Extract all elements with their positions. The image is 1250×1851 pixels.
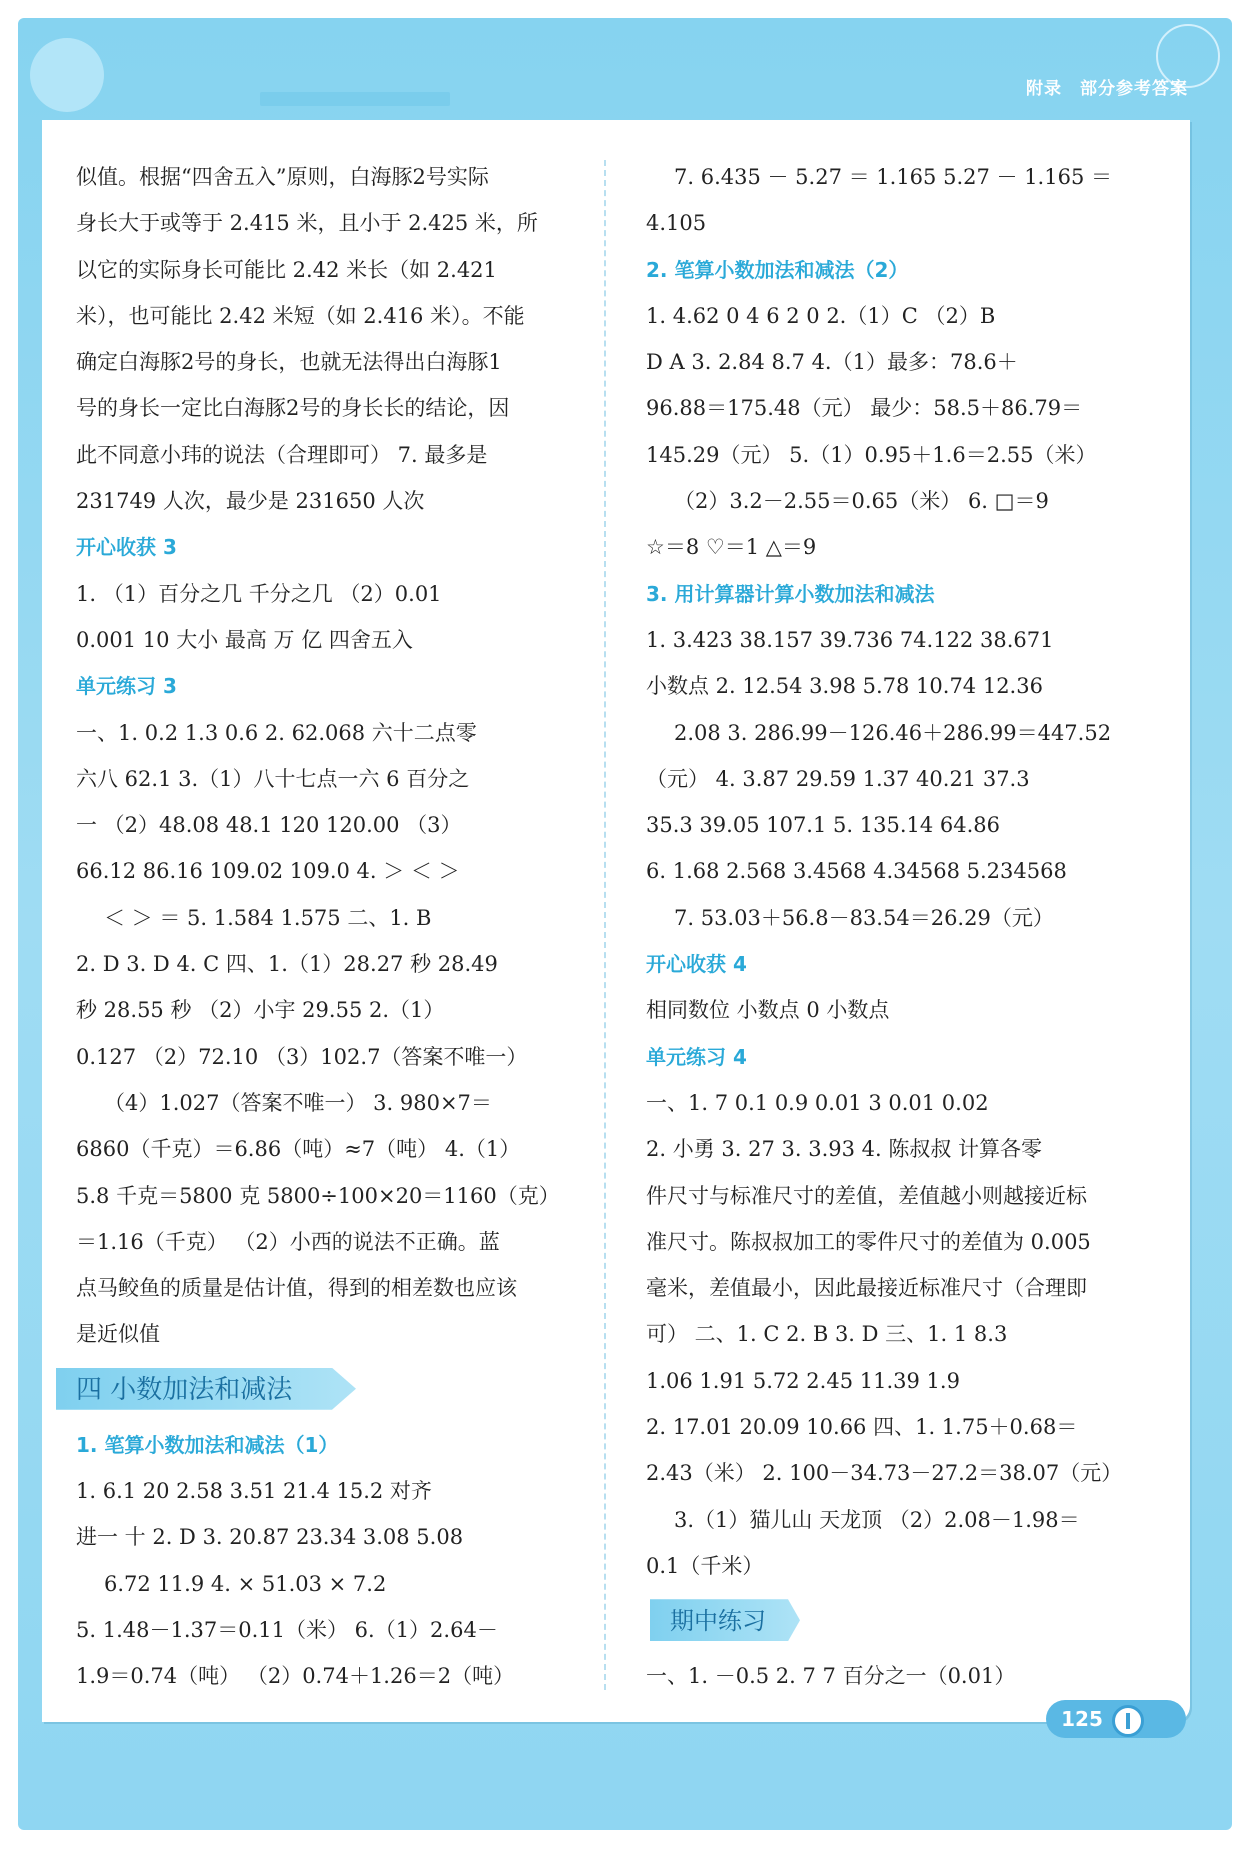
text-line: （4）1.027（答案不唯一） 3. 980×7＝ [104, 1090, 492, 1115]
chapter-title: 四 小数加法和减法 [76, 1374, 293, 1405]
text-line: 1. （1）百分之几 千分之几 （2）0.01 [76, 581, 442, 606]
text-line: （元） 4. 3.87 29.59 1.37 40.21 37.3 [646, 766, 1030, 791]
text-line: 4.105 [646, 211, 707, 236]
running-header [1026, 74, 1188, 99]
section-heading: 单元练习 4 [646, 1044, 747, 1069]
text-line: 准尺寸。陈叔叔加工的零件尺寸的差值为 0.005 [646, 1229, 1091, 1254]
text-line: 进一 十 2. D 3. 20.87 23.34 3.08 5.08 [76, 1525, 464, 1550]
text-line: 一、1. 0.2 1.3 0.6 2. 62.068 六十二点零 [76, 720, 477, 745]
text-line: D A 3. 2.84 8.7 4.（1）最多：78.6＋ [646, 350, 1018, 375]
text-line: 6860（千克）＝6.86（吨）≈7（吨） 4.（1） [76, 1137, 521, 1162]
text-line: 米），也可能比 2.42 米短（如 2.416 米）。不能 [76, 303, 525, 328]
text-line: 5.8 千克＝5800 克 5800÷100×20＝1160（克） [76, 1183, 560, 1208]
text-line: 毫米，差值最小，因此最接近标准尺寸（合理即 [646, 1276, 1087, 1301]
header-appendix: 附录 [1026, 79, 1062, 99]
text-line: （2）3.2－2.55＝0.65（米） 6. □＝9 [674, 489, 1049, 514]
lightbulb-icon [30, 38, 104, 112]
section-heading: 单元练习 3 [76, 674, 177, 699]
text-line: ＜ ＞ ＝ 5. 1.584 1.575 二、1. B [104, 905, 432, 930]
text-line: 1.9＝0.74（吨） （2）0.74＋1.26＝2（吨） [76, 1664, 515, 1689]
text-line: 1. 4.62 0 4 6 2 0 2.（1）C （2）B [646, 303, 996, 328]
chapter-banner [56, 1362, 386, 1414]
text-line: 确定白海豚2号的身长，也就无法得出白海豚1 [76, 350, 502, 375]
text-line: 1. 6.1 20 2.58 3.51 21.4 15.2 对齐 [76, 1479, 432, 1504]
page-marker-icon [1112, 1705, 1144, 1737]
text-line: 2. D 3. D 4. C 四、1.（1）28.27 秒 28.49 [76, 952, 498, 977]
section-heading: 1. 笔算小数加法和减法（1） [76, 1432, 339, 1457]
text-line: 6.72 11.9 4. × 51.03 × 7.2 [104, 1571, 387, 1596]
section-heading: 开心收获 4 [646, 952, 747, 977]
text-line: 2. 17.01 20.09 10.66 四、1. 1.75＋0.68＝ [646, 1415, 1078, 1440]
text-line: 一 （2）48.08 48.1 120 120.00 （3） [76, 813, 462, 838]
text-line: 2. 小勇 3. 27 3. 3.93 4. 陈叔叔 计算各零 [646, 1137, 1043, 1162]
text-line: 点马鲛鱼的质量是估计值，得到的相差数也应该 [76, 1276, 517, 1301]
text-line: 一、1. 7 0.1 0.9 0.01 3 0.01 0.02 [646, 1090, 989, 1115]
text-line: 35.3 39.05 107.1 5. 135.14 64.86 [646, 813, 1001, 838]
text-line: 0.1（千米） [646, 1553, 764, 1578]
text-line: 一、1. －0.5 2. 7 7 百分之一（0.01） [646, 1664, 1016, 1689]
text-line: 似值。根据“四舍五入”原则，白海豚2号实际 [76, 165, 489, 189]
column-divider [604, 160, 606, 1690]
text-line: 0.127 （2）72.10 （3）102.7（答案不唯一） [76, 1044, 528, 1069]
text-line: 1. 3.423 38.157 39.736 74.122 38.671 [646, 627, 1054, 652]
text-line: 2.43（米） 2. 100－34.73－27.2＝38.07（元） [646, 1461, 1123, 1486]
text-line: 秒 28.55 秒 （2）小宇 29.55 2.（1） [76, 998, 445, 1023]
left-column [76, 154, 586, 1700]
text-line: 6. 1.68 2.568 3.4568 4.34568 5.234568 [646, 859, 1067, 884]
text-line: 0.001 10 大小 最高 万 亿 四舍五入 [76, 627, 413, 652]
text-line: 3.（1）猫儿山 天龙顶 （2）2.08－1.98＝ [674, 1507, 1080, 1532]
text-line: 件尺寸与标准尺寸的差值，差值越小则越接近标 [646, 1183, 1087, 1208]
text-line: 231749 人次，最少是 231650 人次 [76, 489, 425, 514]
text-line: 7. 6.435 － 5.27 ＝ 1.165 5.27 － 1.165 ＝ [674, 165, 1112, 189]
text-line: 5. 1.48－1.37＝0.11（米） 6.（1）2.64－ [76, 1617, 498, 1642]
text-line: 96.88＝175.48（元） 最少：58.5＋86.79＝ [646, 396, 1083, 421]
decorative-bar [260, 92, 450, 106]
text-line: 7. 53.03＋56.8－83.54＝26.29（元） [674, 905, 1054, 930]
text-line: 可） 二、1. C 2. B 3. D 三、1. 1 8.3 [646, 1322, 1008, 1347]
section-heading: 开心收获 3 [76, 535, 177, 560]
header-answers: 部分参考答案 [1080, 79, 1188, 99]
text-line: 相同数位 小数点 0 小数点 [646, 998, 890, 1023]
text-line: 小数点 2. 12.54 3.98 5.78 10.74 12.36 [646, 674, 1043, 699]
text-line: 此不同意小玮的说法（合理即可） 7. 最多是 [76, 442, 488, 467]
text-line: 66.12 86.16 109.02 109.0 4. ＞ ＜ ＞ [76, 859, 460, 884]
text-line: 六八 62.1 3.（1）八十七点一六 6 百分之 [76, 766, 470, 791]
text-line: 是近似值 [76, 1322, 160, 1347]
text-line: ☆＝8 ♡＝1 △＝9 [646, 535, 817, 560]
text-line: 号的身长一定比白海豚2号的身长长的结论，因 [76, 396, 510, 421]
text-line: 145.29（元） 5.（1）0.95＋1.6＝2.55（米） [646, 442, 1097, 467]
section-heading: 3. 用计算器计算小数加法和减法 [646, 581, 935, 606]
text-line: 1.06 1.91 5.72 2.45 11.39 1.9 [646, 1368, 960, 1393]
section-heading: 2. 笔算小数加法和减法（2） [646, 257, 909, 282]
page-number: 125 [1061, 1707, 1103, 1731]
text-line: 2.08 3. 286.99－126.46＋286.99＝447.52 [674, 720, 1112, 745]
text-line: 以它的实际身长可能比 2.42 米长（如 2.421 [76, 257, 497, 282]
text-line: 身长大于或等于 2.415 米，且小于 2.425 米，所 [76, 211, 538, 236]
chapter-title: 期中练习 [670, 1607, 766, 1636]
chapter-banner [650, 1593, 830, 1645]
text-line: ＝1.16（千克） （2）小西的说法不正确。蓝 [76, 1229, 500, 1254]
right-column [646, 154, 1146, 1700]
